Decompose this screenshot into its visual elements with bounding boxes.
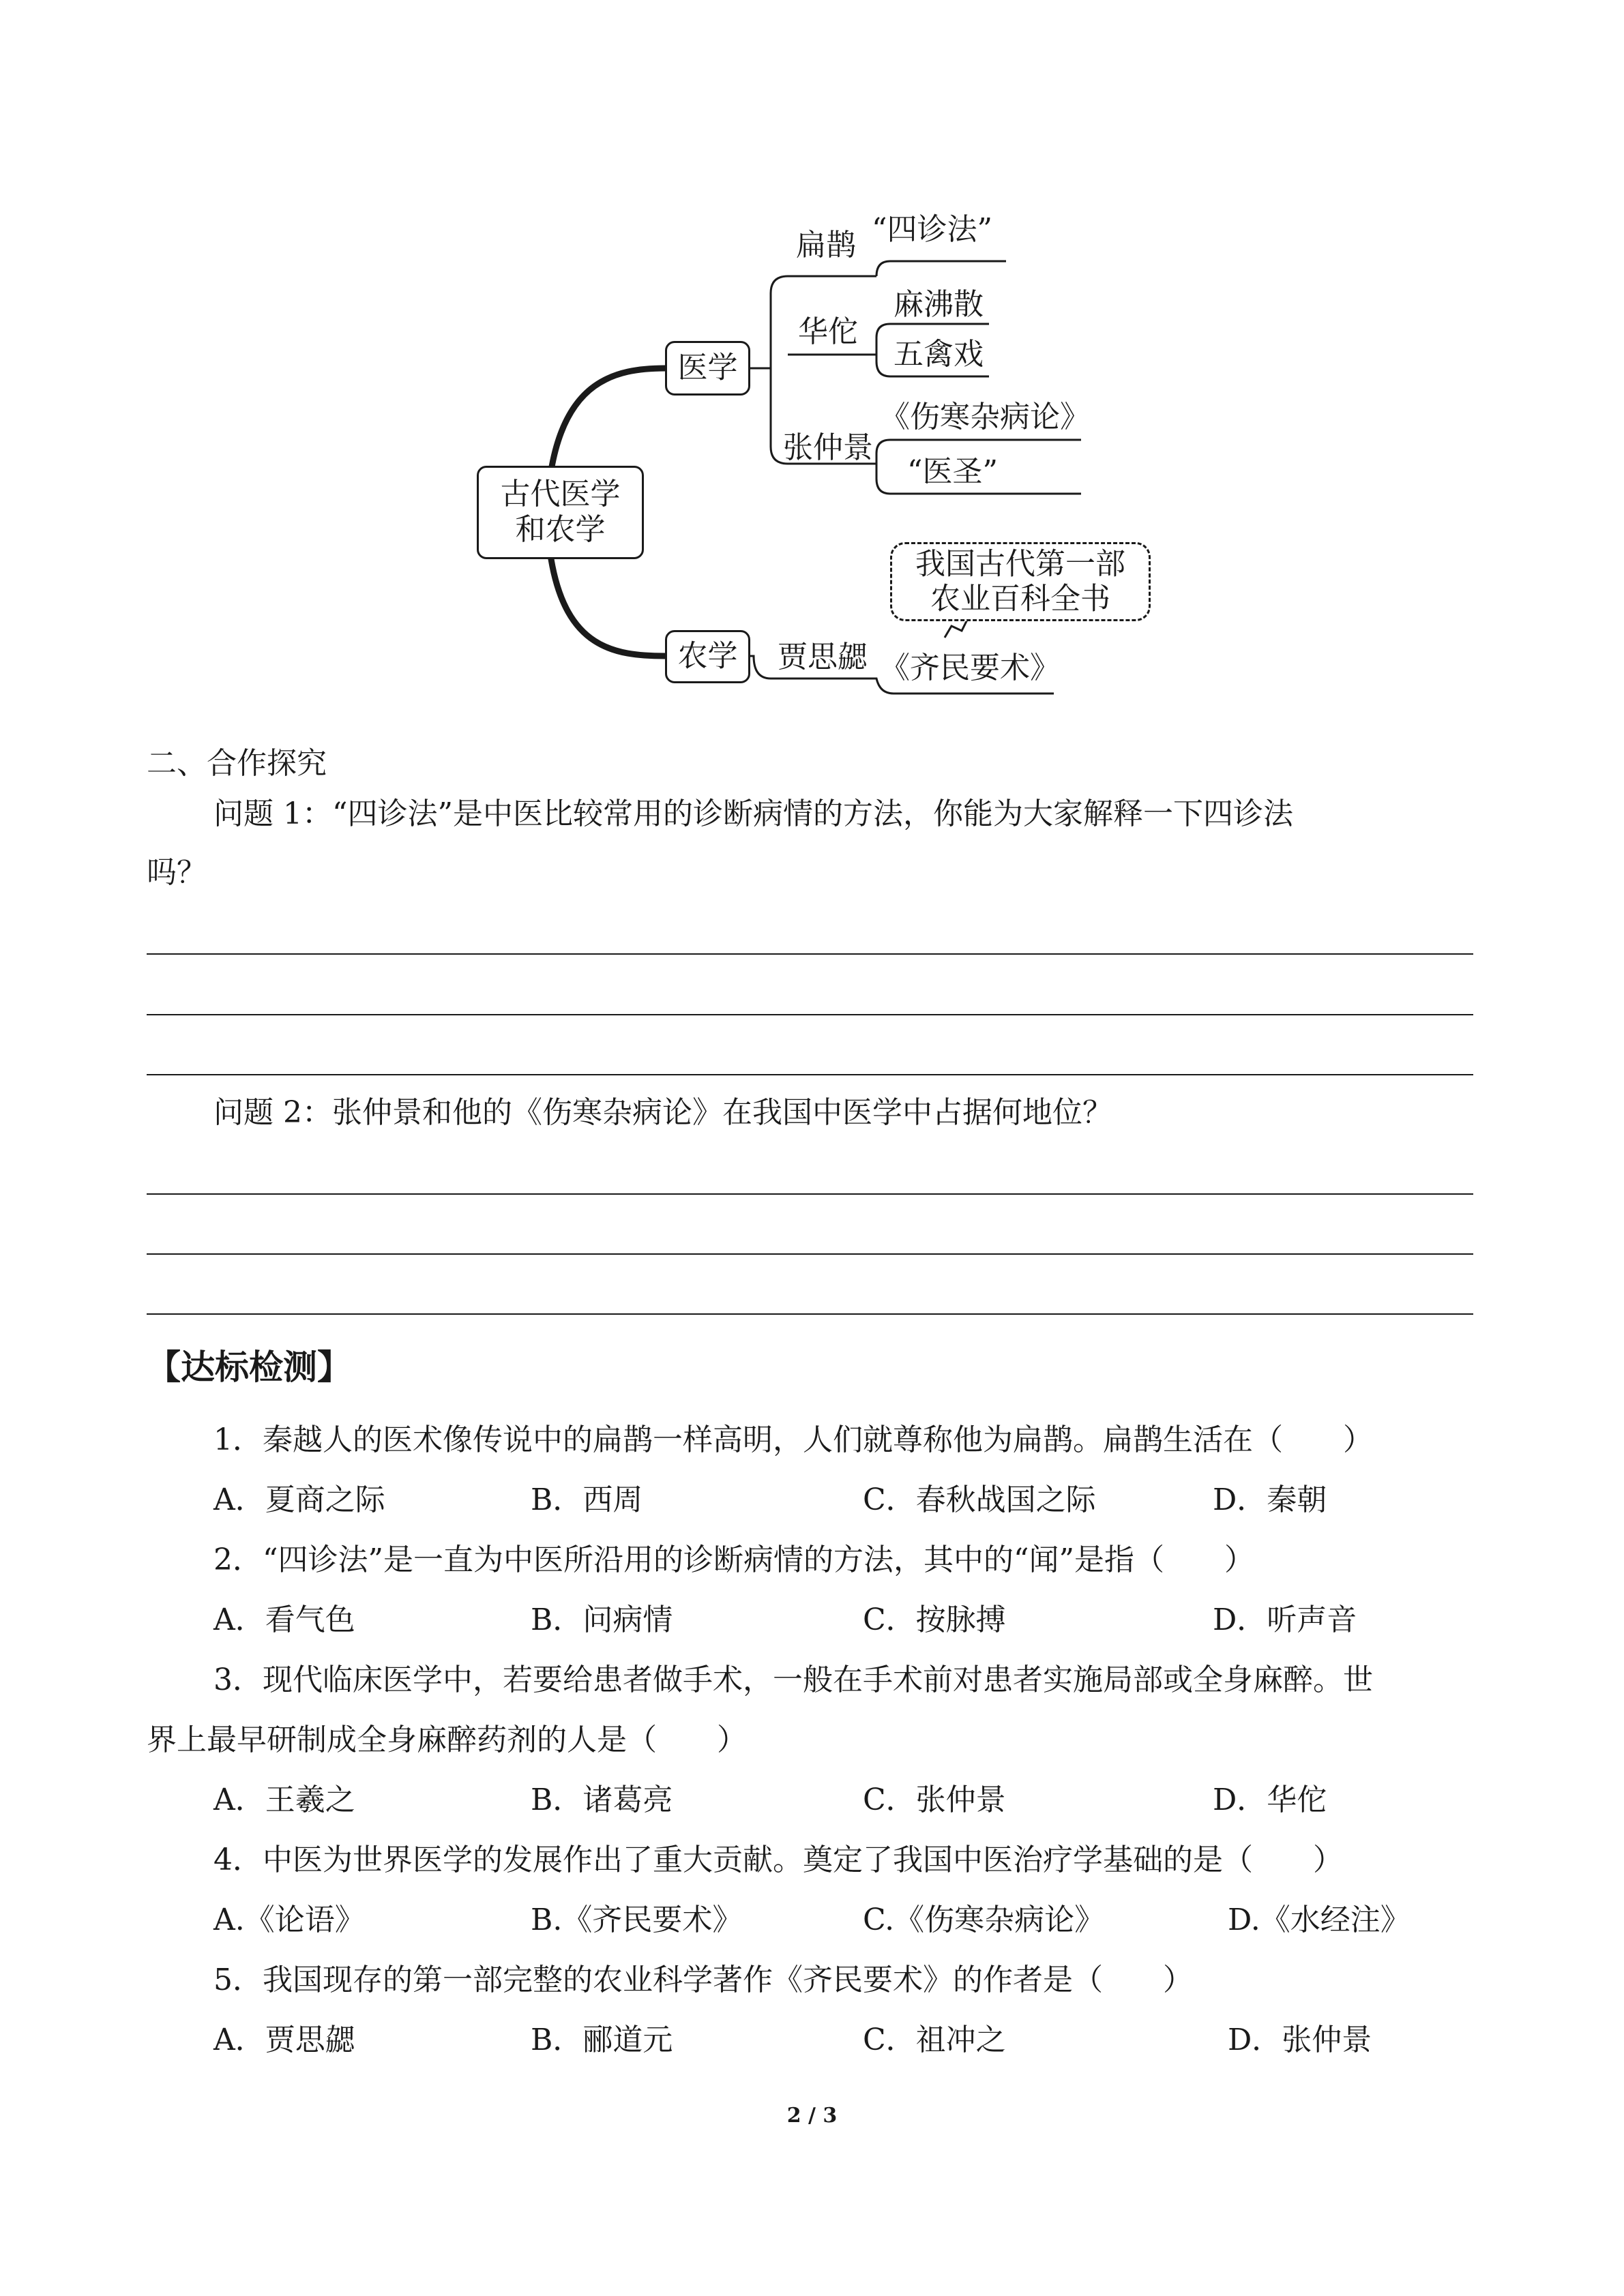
- mind-map-connectors: [0, 0, 1624, 750]
- question-1-line1: 问题 1：“四诊法”是中医比较常用的诊断病情的方法，你能为大家解释一下四诊法: [213, 796, 1293, 831]
- answer-line-5[interactable]: [147, 1253, 1473, 1255]
- answer-line-2[interactable]: [147, 1014, 1473, 1015]
- q1-option-a[interactable]: A．夏商之际: [213, 1482, 385, 1517]
- answer-line-6[interactable]: [147, 1313, 1473, 1315]
- q3-option-b[interactable]: B．诸葛亮: [531, 1783, 673, 1817]
- branch-root-agriculture: [551, 559, 665, 656]
- person-jiasixie: 贾思勰: [778, 640, 868, 674]
- person-huatuo: 华佗: [798, 314, 858, 349]
- person-zhangzhongjing: 张仲景: [783, 430, 873, 465]
- q1-option-b[interactable]: B．西周: [531, 1482, 643, 1517]
- medicine-node-label: 医学: [677, 350, 738, 385]
- page-number: 2 / 3: [786, 2104, 838, 2128]
- test-question-3-line1: 3．现代临床医学中，若要给患者做手术，一般在手术前对患者实施局部或全身麻醉。世: [213, 1663, 1373, 1697]
- test-question-2: 2．“四诊法”是一直为中医所沿用的诊断病情的方法，其中的“闻”是指（ ）: [213, 1542, 1254, 1577]
- test-question-4: 4．中医为世界医学的发展作出了重大贡献。奠定了我国中医治疗学基础的是（ ）: [213, 1843, 1343, 1877]
- answer-line-3[interactable]: [147, 1074, 1473, 1075]
- bianque-item-bracket: [876, 261, 1006, 276]
- answer-line-1[interactable]: [147, 953, 1473, 955]
- q5-option-d[interactable]: D．张仲景: [1228, 2023, 1372, 2057]
- test-question-1: 1．秦越人的医术像传说中的扁鹊一样高明，人们就尊称他为扁鹊。扁鹊生活在（ ）: [213, 1422, 1373, 1457]
- q2-option-c[interactable]: C．按脉搏: [863, 1602, 1006, 1637]
- callout-box: [890, 542, 1151, 621]
- root-node-line1: 古代医学: [500, 476, 621, 511]
- test-question-3-line2: 界上最早研制成全身麻醉药剂的人是（ ）: [147, 1723, 747, 1757]
- q4-option-a[interactable]: A.《论语》: [213, 1903, 365, 1937]
- item-sizhenfa: “四诊法”: [872, 212, 992, 247]
- item-yisheng: “医圣”: [907, 454, 998, 489]
- q4-option-b[interactable]: B.《齐民要术》: [531, 1903, 743, 1937]
- q2-option-d[interactable]: D．听声音: [1213, 1602, 1357, 1637]
- q1-option-d[interactable]: D．秦朝: [1213, 1482, 1327, 1517]
- q3-option-c[interactable]: C．张仲景: [863, 1783, 1006, 1817]
- q3-option-d[interactable]: D．华佗: [1213, 1783, 1327, 1817]
- medicine-bracket: [750, 276, 788, 464]
- q2-option-b[interactable]: B．问病情: [531, 1602, 673, 1637]
- root-node: [477, 466, 644, 559]
- test-heading: 【达标检测】: [147, 1347, 351, 1387]
- question-1-line2: 吗？: [147, 855, 207, 890]
- q5-option-b[interactable]: B．郦道元: [531, 2023, 673, 2057]
- question-2: 问题 2：张仲景和他的《伤寒杂病论》在我国中医学中占据何地位？: [213, 1095, 1112, 1130]
- medicine-node: [665, 341, 750, 396]
- item-qiminyaoshu: 《齐民要术》: [880, 651, 1060, 685]
- callout-line1: 我国古代第一部: [915, 546, 1125, 582]
- answer-line-4[interactable]: [147, 1193, 1473, 1195]
- section-title-cooperation: 二、合作探究: [147, 746, 327, 781]
- q2-option-a[interactable]: A．看气色: [213, 1602, 355, 1637]
- callout-line2: 农业百科全书: [930, 581, 1110, 616]
- q3-option-a[interactable]: A．王羲之: [213, 1783, 355, 1817]
- person-bianque: 扁鹊: [796, 228, 856, 263]
- item-mafeisan: 麻沸散: [894, 287, 984, 322]
- q4-option-d[interactable]: D.《水经注》: [1228, 1903, 1411, 1937]
- root-node-line2: 和农学: [515, 512, 606, 548]
- branch-root-medicine: [551, 368, 665, 471]
- q4-option-c[interactable]: C.《伤寒杂病论》: [863, 1903, 1105, 1937]
- q5-option-c[interactable]: C．祖冲之: [863, 2023, 1006, 2057]
- test-question-5: 5．我国现存的第一部完整的农业科学著作《齐民要术》的作者是（ ）: [213, 1963, 1193, 1997]
- q1-option-c[interactable]: C．春秋战国之际: [863, 1482, 1096, 1517]
- item-wuqinxi: 五禽戏: [894, 337, 984, 372]
- agriculture-node: [665, 630, 750, 683]
- agriculture-node-label: 农学: [677, 638, 738, 674]
- item-shanghan: 《伤寒杂病论》: [880, 400, 1090, 434]
- q5-option-a[interactable]: A．贾思勰: [213, 2023, 355, 2057]
